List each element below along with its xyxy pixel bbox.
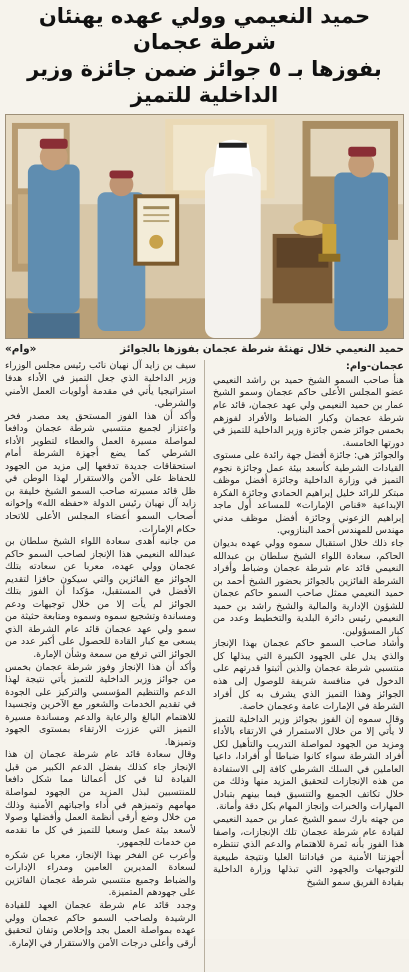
paragraph: وقال سموه إن الفوز بجوائز وزير الداخلية للتميز لا يأتي إلا من خلال الاستمرار في الارتقاء بالأداء ومزيد من الجهود لمواصلة التدريب والتأهيل لكل أفراد الشرطة سواء كانوا ضباطا أو أفرادا، داعيا العاملين في السلك الشرطي كافة إلى الاستفادة من هذه الإنجازات لتحقيق المزيد منها وذلك من خلال تكاتف الجميع والتنسيق فيما بينهم بتبادل المهارات والخبرات وإنجاز المهام بكل دقة وأمانة.	[212, 713, 404, 813]
caption-agency: «وام»	[5, 343, 37, 356]
paragraph: وجدد قائد عام شرطة عجمان العهد للقيادة الرشيدة ولصاحب السمو حاكم عجمان وولي عهده بمواصلة العمل بجد وإخلاص وتفان لتحقيق أرقى وأعلى درجات الأمن والاستقرار في الإمارة.	[4, 899, 196, 949]
paragraph: وأشاد صاحب السمو حاكم عجمان بهذا الإنجاز والذي يدل على الجهود الكبيرة التي يبذلها كل منتسبي شرطة عجمان والذين أثبتوا قدرتهم على الدخول في منافسة شريفة للوصول إلى هذه الجوائز وهذا التميز الذي يشرف به كل أفراد الشرطة في الإمارات عامة وعجمان خاصة.	[212, 638, 404, 713]
photo-caption: حميد النعيمي خلال تهنئة شرطة عجمان بفوزها بالجوائز	[120, 343, 404, 356]
paragraph: من جانبه أهدى سعادة اللواء الشيخ سلطان بن عبدالله النعيمي هذا الإنجاز لصاحب السمو حاكم عجمان وولي عهده، معربا عن سعادته بتلك الجوائز مع الفائزين والتي سيكون حافزا لتقديم الأفضل في المستقبل، مؤكدا أن الفوز بتلك الجوائز لم يأت إلا من خلال توجيهات ودعم ومساندة وتشجيع سموه وسموه ومتابعة حثيثة من سمو ولي عهد عجمان قائد عام الشرطة الذي يسعى مع كبار القادة للحصول على أكبر عدد من الجوائز التي ترفع من سمعة وشأن الإمارة.	[4, 536, 196, 661]
headline-line-1: حميد النعيمي وولي عهده يهنئان شرطة عجمان	[38, 4, 371, 54]
article-column-left	[5, 360, 196, 972]
paragraph: وقال سعادة قائد عام شرطة عجمان إن هذا الإنجاز جاء كذلك بفضل الدعم الكبير من قبل القيادة لنا في كل أعمالنا مما شكل دافعا للمنتسبين لبذل المزيد من الجهود لمواصلة مهامهم وتميزهم في أداء واجباتهم الأمنية وذلك من خلال وضع أرقى أنظمة العمل وأفضلها وصولا لأسعد بيئة عمل وسعيا للتميز في كل ما نقدمه من خدمات للجمهور.	[4, 749, 196, 849]
paragraph: جاء ذلك خلال استقبال سموه وولي عهده بديوان الحاكم، سعادة اللواء الشيخ سلطان بن عبدالله النعيمي قائد عام شرطة عجمان وضباط وأفراد الشرطة الفائزين بالجوائز بحضور الشيخ أحمد بن حميد النعيمي ممثل صاحب السمو حاكم عجمان للشؤون الإدارية والمالية والشيخ راشد بن حميد النعيمي رئيس دائرة البلدية والتخطيط وعدد من كبار المسؤولين.	[212, 537, 404, 637]
paragraph: وأكد أن هذا الإنجاز وفوز شرطة عجمان بخمس من جوائز وزير الداخلية للتميز يأتي نتيجة لهذا الدعم والتنظيم المؤسسي والتركيز على الجودة في تقديم الخدمات والشعور مع الآخرين وتجسيدا للاهتمام البالغ والرعاية والدعم ومساندة مسيرة التميز التي عززت الارتقاء بمستوى الجهود وتميزها.	[4, 661, 196, 748]
paragraph: وأكد أن هذا الفوز المستحق يعد مصدر فخر واعتزاز لجميع منتسبي شرطة عجمان ودافعا لمواصلة مسيرة العمل والعطاء لتطوير الأداء الشرطي كما يضع أجهزة الشرطة أمام استحقاقات جديدة تدفعها إلى مزيد من الجهود للحفاظ على الأمن والاستقرار لهذا الوطن في ظل قائد مسيرته صاحب السمو الشيخ خليفة بن زايد آل نهيان رئيس الدولة «حفظه الله» وإخوانه أصحاب السمو أعضاء المجلس الأعلى للاتحاد حكام الإمارات.	[4, 410, 196, 535]
headline	[5, 4, 404, 108]
paragraph: من جهته بارك سمو الشيخ عمار بن حميد النعيمي لقيادة عام شرطة عجمان تلك الإنجازات، واصفا هذا الفوز بأنه ثمرة للاهتمام والدعم الذي تنتظره أجهزتنا الأمنية من قياداتنا العليا ونتيجة طبيعية للتوجيهات والجهود التي تبذلها وزارة الداخلية بقيادة الفريق سمو الشيخ	[212, 814, 404, 888]
column-divider	[204, 360, 205, 972]
paragraph: وأعرب عن الفخر بهذا الإنجاز، معربا عن شكره لسعادة المديرين العامين ومدراء الإدارات والضباط وجميع منتسبي شرطة عجمان الفائزين على جهودهم المتميزة.	[4, 849, 196, 899]
photo-illustration	[6, 115, 403, 338]
news-photo	[5, 114, 404, 339]
photo-caption-row	[5, 343, 404, 355]
paragraph: والجوائز هي: جائزة أفضل جهة رائدة على مستوى القيادات الشرطية كأسعد بيئة عمل وجائزة نجوم التميز في وزارة الداخلية وجائزة أفضل موظف مبتكر للرائد خليل إبراهيم الحمادي وجائزة الفكرة الإبداعية «قناص الإمارات» للمساعد أول ماجد إبراهيم الزعوني وجائزة أفضل موظف مدني مهندس للمهندس أحمد البنازوبي.	[212, 450, 404, 537]
paragraph: سيف بن زايد آل نهيان نائب رئيس مجلس الوزراء وزير الداخلية الذي جعل التميز في الأداء هدفا استراتيجيا يأتي في مقدمة أولويات العمل الأمني والشرطي.	[4, 360, 196, 410]
paragraph: هنأ صاحب السمو الشيخ حميد بن راشد النعيمي عضو المجلس الأعلى حاكم عجمان وسمو الشيخ عمار بن حميد النعيمي ولي عهد عجمان، قائد عام شرطة عجمان وكبار الضباط والأفراد لفوزهم بخمس جوائز ضمن جائزة وزير الداخلية للتميز في دورتها الخامسة.	[212, 374, 404, 449]
headline-line-2: بفوزها بـ ٥ جوائز ضمن جائزة وزير الداخلية للتميز	[27, 57, 382, 107]
article-body	[5, 360, 404, 972]
article-column-right	[213, 360, 404, 972]
dateline: عجمان-وام:	[345, 361, 404, 373]
